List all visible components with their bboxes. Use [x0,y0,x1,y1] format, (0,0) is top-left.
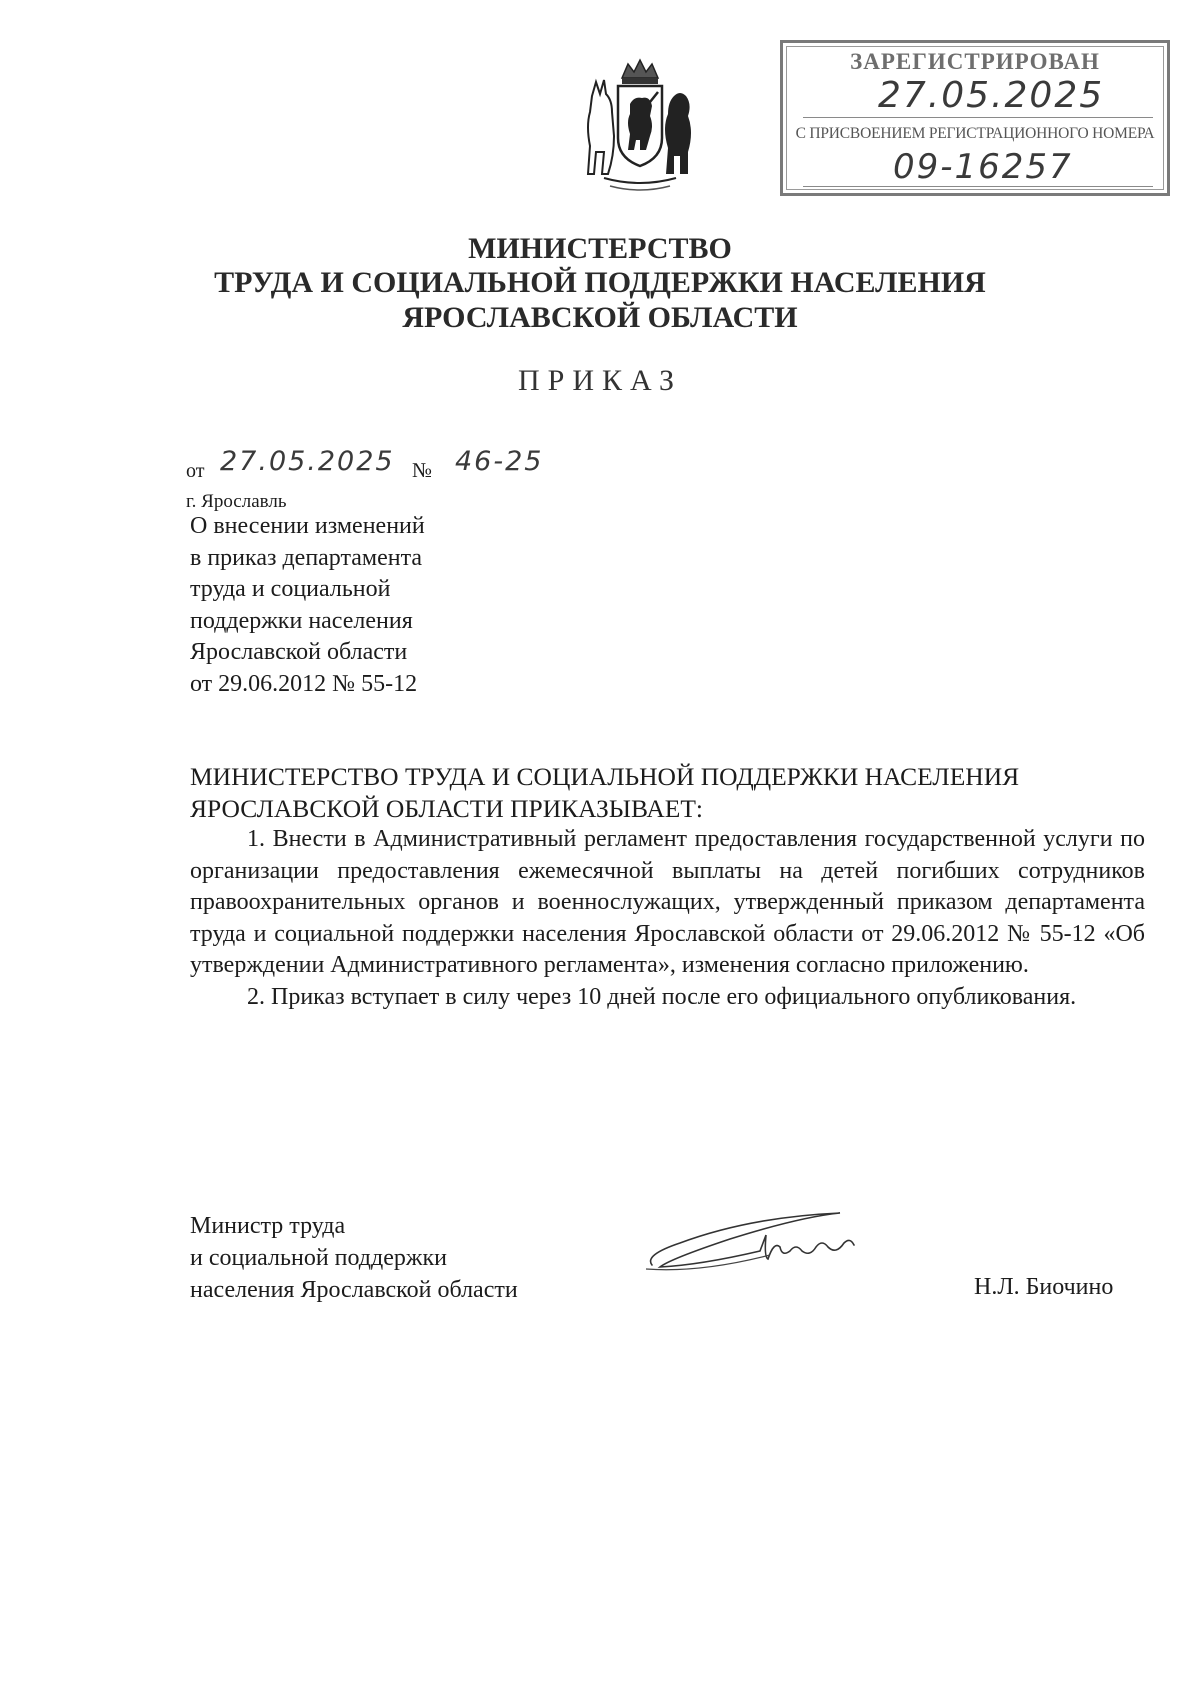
order-city: г. Ярославль [186,491,287,512]
registration-stamp [780,40,1170,196]
subject-line: в приказ департамента [190,544,423,571]
order-date-label: от [186,460,205,482]
ministry-title-line-2: ТРУДА И СОЦИАЛЬНОЙ ПОДДЕРЖКИ НАСЕЛЕНИЯ [214,266,986,299]
subject-line: труда и социальной [190,576,391,602]
ministry-title-line-3: ЯРОСЛАВСКОЙ ОБЛАСТИ [402,301,798,334]
stamp-divider [803,117,1153,118]
order-body-heading: МИНИСТЕРСТВО ТРУДА И СОЦИАЛЬНОЙ ПОДДЕРЖКИ НАСЕЛЕНИЯ ЯРОСЛАВСКОЙ ОБЛАСТИ ПРИКАЗЫВАЕТ: [190,762,1020,823]
stamp-registration-number: 09-16257 [893,147,1073,187]
coat-of-arms-icon [584,56,696,196]
subject-line: О внесении изменений [190,513,425,539]
order-paragraph: 2. Приказ вступает в силу через 10 дней после его официального опубликования. [247,983,1077,1010]
order-paragraph: 1. Внести в Административный регламент предоставления государственной услуги по организации предоставления ежемесячной выплаты на детей погибших сотрудников правоохранительных органов и военнослужащих, утвержденный приказом департамента труда и социальной поддержки населения Ярославской области от 29.06.2012 № 55-12 «Об утверждении Административного регламента», изменения согласно приложению. [190,826,1145,978]
order-subject [190,511,425,700]
subject-line: поддержки населения [190,607,413,634]
subject-line: Ярославской области [190,639,408,665]
handwritten-signature [640,1195,900,1285]
signer-position-line: и социальной поддержки [190,1245,447,1271]
subject-line: от 29.06.2012 № 55-12 [190,670,418,697]
order-number: 46-25 [455,446,544,477]
signer-position-line: населения Ярославской области [190,1277,518,1303]
signer-position-line: Министр труда [190,1213,346,1239]
order-number-label: № [412,458,433,482]
stamp-divider [803,186,1153,187]
order-title: ПРИКАЗ [518,364,682,397]
stamp-title: ЗАРЕГИСТРИРОВАН [850,49,1100,74]
signer-position [190,1210,518,1306]
signer-name: Н.Л. Биочино [974,1274,1114,1300]
ministry-title-line-1: МИНИСТЕРСТВО [468,232,732,265]
order-body [190,761,1145,1013]
order-date: 27.05.2025 [220,446,395,477]
stamp-date: 27.05.2025 [878,75,1105,116]
stamp-subtitle: С ПРИСВОЕНИЕМ РЕГИСТРАЦИОННОГО НОМЕРА [795,125,1155,142]
